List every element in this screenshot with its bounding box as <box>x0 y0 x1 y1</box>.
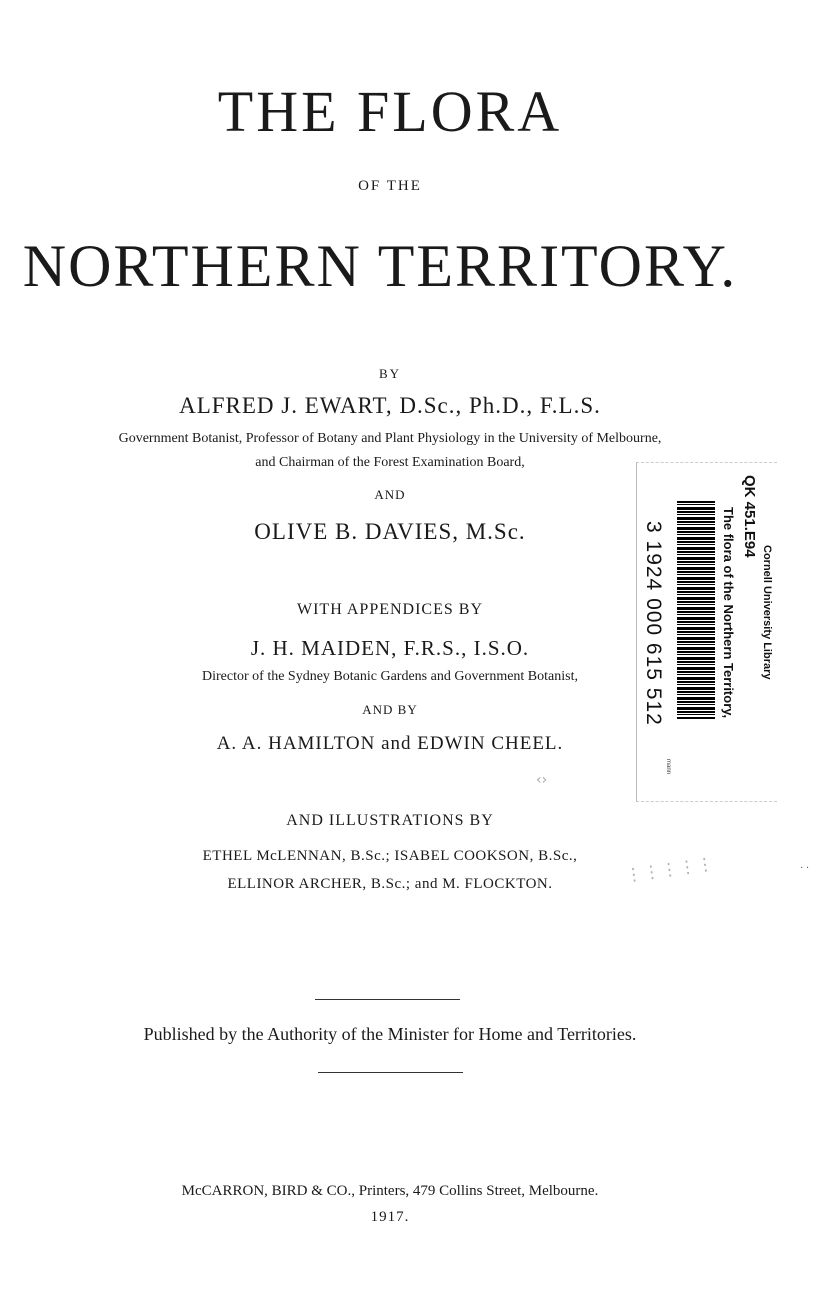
illustrators-line2: ELLINOR ARCHER, B.Sc.; and M. FLOCKTON. <box>227 876 553 892</box>
publication-year: 1917. <box>370 1209 410 1225</box>
author-davies: OLIVE B. DAVIES, M.Sc. <box>254 519 526 544</box>
faded-stamp-mark: ⋮⋮⋮⋮⋮ <box>624 853 716 887</box>
call-number: QK 451.E94 <box>741 475 758 558</box>
divider-top <box>315 999 460 1000</box>
ink-smudge-mark: ‹› <box>536 772 548 788</box>
book-title-subject: NORTHERN TERRITORY. <box>22 233 738 299</box>
and-by-label: AND BY <box>362 702 418 717</box>
appendix-author-maiden: J. H. MAIDEN, F.R.S., I.S.O. <box>250 636 530 660</box>
author-ewart: ALFRED J. EWART, D.Sc., Ph.D., F.L.S. <box>179 393 601 418</box>
edge-marks: · · <box>800 863 810 874</box>
library-name: Cornell University Library <box>761 545 773 680</box>
barcode-number: 3 1924 000 615 512 <box>642 521 665 726</box>
by-label: BY <box>378 366 402 381</box>
library-barcode-label <box>636 462 777 802</box>
printer-imprint: McCARRON, BIRD & CO., Printers, 479 Collins Street, Melbourne. <box>181 1183 599 1199</box>
and-label: AND <box>374 487 406 502</box>
appendix-authors-others: A. A. HAMILTON and EDWIN CHEEL. <box>216 733 564 754</box>
author-ewart-credentials-line2: and Chairman of the Forest Examination Board, <box>255 455 525 470</box>
label-small-mark: mann <box>665 759 671 775</box>
divider-bottom <box>318 1072 463 1073</box>
book-title-connector: OF THE <box>358 178 422 194</box>
barcode-graphic <box>677 501 715 719</box>
appendix-author-maiden-credentials: Director of the Sydney Botanic Gardens and Government Botanist, <box>202 669 578 684</box>
author-ewart-credentials-line1: Government Botanist, Professor of Botany and Plant Physiology in the University of Melbourne, <box>118 431 662 446</box>
publisher-statement: Published by the Authority of the Minister for Home and Territories. <box>143 1024 637 1044</box>
label-book-title: The flora of the Northern Territory, <box>721 507 736 719</box>
illustrations-heading: AND ILLUSTRATIONS BY <box>286 812 494 829</box>
appendices-heading: WITH APPENDICES BY <box>296 601 483 618</box>
book-title-main: THE FLORA <box>217 79 563 144</box>
illustrators-line1: ETHEL McLENNAN, B.Sc.; ISABEL COOKSON, B.Sc., <box>202 848 578 864</box>
